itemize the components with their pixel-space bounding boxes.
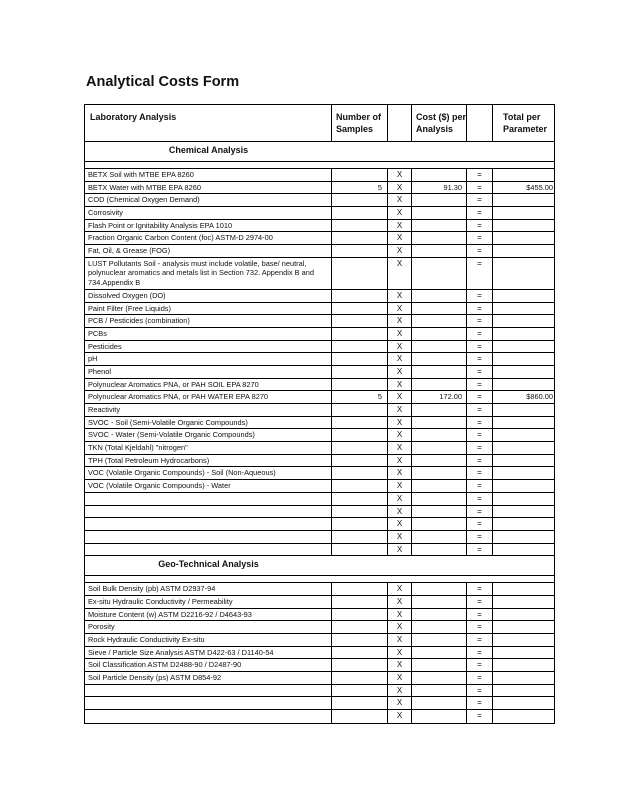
number-of-samples-field[interactable]: [332, 609, 388, 621]
cost-per-analysis-field[interactable]: [412, 710, 467, 723]
multiply-sign: X: [388, 182, 412, 194]
equals-sign: =: [467, 328, 493, 340]
analysis-name: Reactivity: [85, 404, 332, 416]
analytical-costs-table: [84, 104, 555, 724]
total-per-parameter-field[interactable]: [493, 417, 556, 429]
total-per-parameter-field[interactable]: [493, 710, 556, 723]
equals-sign: =: [467, 303, 493, 315]
cost-per-analysis-field[interactable]: [412, 379, 467, 391]
number-of-samples-field[interactable]: [332, 404, 388, 416]
analysis-name: TKN (Total Kjeldahl) "nitrogen": [85, 442, 332, 454]
cost-per-analysis-field[interactable]: [412, 609, 467, 621]
analysis-name: Ex-situ Hydraulic Conductivity / Permeability: [85, 596, 332, 608]
total-per-parameter-field[interactable]: [493, 609, 556, 621]
analysis-name: VOC (Volatile Organic Compounds) - Soil (Non-Aqueous): [85, 467, 332, 479]
equals-sign: =: [467, 391, 493, 403]
equals-sign: =: [467, 596, 493, 608]
table-row: [85, 303, 554, 316]
cost-per-analysis-field[interactable]: [412, 169, 467, 181]
equals-sign: =: [467, 258, 493, 289]
total-per-parameter-field[interactable]: [493, 467, 556, 479]
multiply-sign: X: [388, 169, 412, 181]
equals-sign: =: [467, 290, 493, 302]
multiply-sign: X: [388, 442, 412, 454]
header-total-per-parameter: Total per Parameter: [503, 112, 548, 134]
section-spacer-row: [85, 576, 554, 583]
analysis-name: PCB / Pesticides (combination): [85, 315, 332, 327]
table-row: [85, 353, 554, 366]
equals-sign: =: [467, 685, 493, 697]
total-per-parameter-field[interactable]: [493, 290, 556, 302]
multiply-sign: X: [388, 621, 412, 633]
number-of-samples-field[interactable]: [332, 467, 388, 479]
number-of-samples-field[interactable]: [332, 169, 388, 181]
analysis-name: Corrosivity: [85, 207, 332, 219]
cost-per-analysis-field[interactable]: [412, 531, 467, 543]
number-of-samples-field[interactable]: [332, 220, 388, 232]
multiply-sign: X: [388, 467, 412, 479]
table-row: [85, 621, 554, 634]
table-row: [85, 169, 554, 182]
analysis-name: [85, 710, 332, 723]
equals-sign: =: [467, 220, 493, 232]
number-of-samples-field[interactable]: [332, 194, 388, 206]
number-of-samples-field[interactable]: [332, 207, 388, 219]
table-row: [85, 506, 554, 519]
table-row: [85, 531, 554, 544]
total-per-parameter-field[interactable]: [493, 634, 556, 646]
number-of-samples-field[interactable]: [332, 290, 388, 302]
analysis-name: SVOC - Water (Semi-Volatile Organic Compounds): [85, 429, 332, 441]
equals-sign: =: [467, 518, 493, 530]
number-of-samples-field[interactable]: [332, 659, 388, 671]
number-of-samples-field[interactable]: [332, 455, 388, 467]
number-of-samples-field[interactable]: [332, 417, 388, 429]
cost-per-analysis-field[interactable]: [412, 207, 467, 219]
table-row: [85, 232, 554, 245]
page-title: Analytical Costs Form: [86, 74, 240, 90]
total-per-parameter-field[interactable]: [493, 697, 556, 709]
multiply-sign: X: [388, 634, 412, 646]
analysis-name: [85, 697, 332, 709]
header-blank-x: [388, 105, 412, 141]
multiply-sign: X: [388, 379, 412, 391]
cost-per-analysis-field[interactable]: [412, 659, 467, 671]
equals-sign: =: [467, 455, 493, 467]
multiply-sign: X: [388, 429, 412, 441]
total-per-parameter-field[interactable]: [493, 232, 556, 244]
table-row: [85, 315, 554, 328]
analysis-name: Dissolved Oxygen (DO): [85, 290, 332, 302]
cost-per-analysis-field[interactable]: [412, 232, 467, 244]
analysis-name: [85, 493, 332, 505]
multiply-sign: X: [388, 596, 412, 608]
table-row: [85, 672, 554, 685]
cost-per-analysis-field[interactable]: [412, 442, 467, 454]
analysis-name: [85, 518, 332, 530]
cost-per-analysis-field[interactable]: 172.00: [412, 391, 467, 403]
table-row: [85, 328, 554, 341]
number-of-samples-field[interactable]: [332, 232, 388, 244]
header-cost-per-analysis: Cost ($) per Analysis: [412, 105, 467, 141]
table-row: [85, 245, 554, 258]
section-spacer-row: [85, 162, 554, 169]
multiply-sign: X: [388, 366, 412, 378]
analysis-name: LUST Pollutants Soil - analysis must include volatile, base/ neutral, polynuclear aromatics and metals list in Section 732. Appendix B and 734.Appendix B: [85, 258, 332, 289]
cost-per-analysis-field[interactable]: [412, 506, 467, 518]
analysis-name: [85, 544, 332, 556]
number-of-samples-field[interactable]: [332, 544, 388, 556]
table-row: [85, 194, 554, 207]
equals-sign: =: [467, 429, 493, 441]
analysis-name: [85, 531, 332, 543]
total-per-parameter-field[interactable]: [493, 455, 556, 467]
multiply-sign: X: [388, 341, 412, 353]
table-row: [85, 544, 554, 557]
analysis-name: [85, 506, 332, 518]
cost-per-analysis-field[interactable]: [412, 697, 467, 709]
cost-per-analysis-field[interactable]: [412, 634, 467, 646]
analysis-name: Soil Bulk Density (pb) ASTM D2937-94: [85, 583, 332, 595]
analysis-name: Soil Particle Density (ps) ASTM D854-92: [85, 672, 332, 684]
total-per-parameter-field[interactable]: [493, 194, 556, 206]
number-of-samples-field[interactable]: [332, 429, 388, 441]
analysis-name: Porosity: [85, 621, 332, 633]
multiply-sign: X: [388, 328, 412, 340]
cost-per-analysis-field[interactable]: [412, 518, 467, 530]
table-row: [85, 341, 554, 354]
equals-sign: =: [467, 647, 493, 659]
total-per-parameter-field[interactable]: [493, 518, 556, 530]
section-title: Chemical Analysis: [168, 145, 249, 155]
total-per-parameter-field[interactable]: $455.00: [526, 182, 553, 192]
number-of-samples-field[interactable]: [332, 480, 388, 492]
table-row: [85, 442, 554, 455]
multiply-sign: X: [388, 245, 412, 257]
analysis-name: Fraction Organic Carbon Content (foc) ASTM-D 2974-00: [85, 232, 332, 244]
analysis-name: BETX Soil with MTBE EPA 8260: [85, 169, 332, 181]
table-row: [85, 391, 554, 404]
table-row: [85, 685, 554, 698]
table-row: [85, 417, 554, 430]
section-title: Geo-Technical Analysis: [158, 559, 259, 570]
analysis-name: [85, 685, 332, 697]
number-of-samples-field[interactable]: [332, 315, 388, 327]
table-row: [85, 182, 554, 195]
total-per-parameter-field[interactable]: [493, 506, 556, 518]
cost-per-analysis-field[interactable]: [412, 685, 467, 697]
equals-sign: =: [467, 232, 493, 244]
equals-sign: =: [467, 404, 493, 416]
number-of-samples-field[interactable]: [332, 258, 388, 289]
number-of-samples-field[interactable]: [332, 621, 388, 633]
multiply-sign: X: [388, 672, 412, 684]
number-of-samples-field[interactable]: [332, 442, 388, 454]
multiply-sign: X: [388, 697, 412, 709]
multiply-sign: X: [388, 258, 412, 289]
number-of-samples-field[interactable]: 5: [332, 391, 388, 403]
multiply-sign: X: [388, 493, 412, 505]
equals-sign: =: [467, 341, 493, 353]
table-row: [85, 480, 554, 493]
equals-sign: =: [467, 315, 493, 327]
equals-sign: =: [467, 194, 493, 206]
table-row: [85, 258, 554, 290]
analysis-name: Sieve / Particle Size Analysis ASTM D422-63 / D1140-54: [85, 647, 332, 659]
cost-per-analysis-field[interactable]: [412, 455, 467, 467]
equals-sign: =: [467, 531, 493, 543]
analysis-name: Paint Filter (Free Liquids): [85, 303, 332, 315]
equals-sign: =: [467, 659, 493, 671]
analysis-name: TPH (Total Petroleum Hydrocarbons): [85, 455, 332, 467]
cost-per-analysis-field[interactable]: [412, 366, 467, 378]
multiply-sign: X: [388, 609, 412, 621]
multiply-sign: X: [388, 659, 412, 671]
number-of-samples-field[interactable]: [332, 303, 388, 315]
cost-per-analysis-field[interactable]: [412, 194, 467, 206]
equals-sign: =: [467, 609, 493, 621]
cost-per-analysis-field[interactable]: [412, 429, 467, 441]
total-per-parameter-field[interactable]: [493, 379, 556, 391]
number-of-samples-field[interactable]: 5: [332, 182, 388, 194]
multiply-sign: X: [388, 417, 412, 429]
equals-sign: =: [467, 493, 493, 505]
multiply-sign: X: [388, 518, 412, 530]
number-of-samples-field[interactable]: [332, 328, 388, 340]
analysis-name: VOC (Volatile Organic Compounds) - Water: [85, 480, 332, 492]
section-header: [85, 142, 554, 162]
analysis-name: pH: [85, 353, 332, 365]
table-row: [85, 455, 554, 468]
total-per-parameter-field[interactable]: [493, 303, 556, 315]
analysis-name: SVOC - Soil (Semi-Volatile Organic Compounds): [85, 417, 332, 429]
equals-sign: =: [467, 379, 493, 391]
total-per-parameter-field[interactable]: [493, 220, 556, 232]
header-laboratory-analysis: Laboratory Analysis: [85, 105, 332, 141]
equals-sign: =: [467, 207, 493, 219]
multiply-sign: X: [388, 220, 412, 232]
analysis-name: Moisture Content (w) ASTM D2216-92 / D4643-93: [85, 609, 332, 621]
cost-per-analysis-field[interactable]: [412, 220, 467, 232]
table-body: [85, 142, 554, 723]
table-row: [85, 207, 554, 220]
multiply-sign: X: [388, 685, 412, 697]
equals-sign: =: [467, 634, 493, 646]
multiply-sign: X: [388, 506, 412, 518]
cost-per-analysis-field[interactable]: [412, 647, 467, 659]
equals-sign: =: [467, 182, 493, 194]
cost-per-analysis-field[interactable]: [412, 480, 467, 492]
total-per-parameter-field[interactable]: [493, 245, 556, 257]
cost-per-analysis-field[interactable]: [412, 621, 467, 633]
equals-sign: =: [467, 583, 493, 595]
number-of-samples-field[interactable]: [332, 710, 388, 723]
equals-sign: =: [467, 366, 493, 378]
analysis-name: Rock Hydraulic Conductivity Ex-situ: [85, 634, 332, 646]
cost-per-analysis-field[interactable]: [412, 596, 467, 608]
total-per-parameter-field[interactable]: [493, 672, 556, 684]
equals-sign: =: [467, 697, 493, 709]
total-per-parameter-field[interactable]: [493, 596, 556, 608]
multiply-sign: X: [388, 404, 412, 416]
table-row: [85, 366, 554, 379]
multiply-sign: X: [388, 353, 412, 365]
number-of-samples-field[interactable]: [332, 353, 388, 365]
total-per-parameter-field[interactable]: [493, 442, 556, 454]
cost-per-analysis-field[interactable]: [412, 315, 467, 327]
multiply-sign: X: [388, 531, 412, 543]
cost-per-analysis-field[interactable]: [412, 417, 467, 429]
number-of-samples-field[interactable]: [332, 493, 388, 505]
table-header-row: [85, 105, 554, 142]
multiply-sign: X: [388, 710, 412, 723]
multiply-sign: X: [388, 647, 412, 659]
cost-per-analysis-field[interactable]: [412, 328, 467, 340]
equals-sign: =: [467, 710, 493, 723]
cost-per-analysis-field[interactable]: [412, 467, 467, 479]
table-row: [85, 647, 554, 660]
number-of-samples-field[interactable]: [332, 596, 388, 608]
multiply-sign: X: [388, 232, 412, 244]
table-row: [85, 596, 554, 609]
total-per-parameter-field[interactable]: [493, 207, 556, 219]
table-row: [85, 467, 554, 480]
analysis-name: Polynuclear Aromatics PNA, or PAH WATER EPA 8270: [85, 391, 332, 403]
equals-sign: =: [467, 245, 493, 257]
total-per-parameter-field[interactable]: [493, 341, 556, 353]
total-per-parameter-field[interactable]: [493, 429, 556, 441]
cost-per-analysis-field[interactable]: [412, 303, 467, 315]
table-row: [85, 583, 554, 596]
analysis-name: COD (Chemical Oxygen Demand): [85, 194, 332, 206]
number-of-samples-field[interactable]: [332, 672, 388, 684]
total-per-parameter-field[interactable]: [493, 328, 556, 340]
table-row: [85, 609, 554, 622]
cost-per-analysis-field[interactable]: [412, 290, 467, 302]
table-row: [85, 518, 554, 531]
number-of-samples-field[interactable]: [332, 647, 388, 659]
number-of-samples-field[interactable]: [332, 366, 388, 378]
multiply-sign: X: [388, 207, 412, 219]
header-number-of-samples: Number of Samples: [332, 105, 388, 141]
table-row: [85, 429, 554, 442]
number-of-samples-field[interactable]: [332, 518, 388, 530]
table-row: [85, 710, 554, 723]
total-per-parameter-field[interactable]: [493, 685, 556, 697]
equals-sign: =: [467, 480, 493, 492]
analysis-name: BETX Water with MTBE EPA 8260: [85, 182, 332, 194]
equals-sign: =: [467, 506, 493, 518]
table-row: [85, 379, 554, 392]
total-per-parameter-field[interactable]: [493, 258, 556, 289]
table-row: [85, 634, 554, 647]
equals-sign: =: [467, 169, 493, 181]
total-per-parameter-field[interactable]: [493, 531, 556, 543]
number-of-samples-field[interactable]: [332, 685, 388, 697]
cost-per-analysis-field[interactable]: [412, 353, 467, 365]
total-per-parameter-field[interactable]: [493, 315, 556, 327]
cost-per-analysis-field[interactable]: [412, 583, 467, 595]
equals-sign: =: [467, 672, 493, 684]
section-header: [85, 556, 554, 576]
multiply-sign: X: [388, 315, 412, 327]
multiply-sign: X: [388, 544, 412, 556]
total-per-parameter-field[interactable]: $860.00: [526, 392, 553, 402]
equals-sign: =: [467, 621, 493, 633]
cost-per-analysis-field[interactable]: [412, 544, 467, 556]
total-per-parameter-field[interactable]: [493, 404, 556, 416]
cost-per-analysis-field[interactable]: [412, 493, 467, 505]
analysis-name: PCBs: [85, 328, 332, 340]
total-per-parameter-field[interactable]: [493, 169, 556, 181]
equals-sign: =: [467, 467, 493, 479]
table-row: [85, 220, 554, 233]
multiply-sign: X: [388, 391, 412, 403]
equals-sign: =: [467, 544, 493, 556]
analysis-name: Phenol: [85, 366, 332, 378]
equals-sign: =: [467, 417, 493, 429]
cost-per-analysis-field[interactable]: [412, 404, 467, 416]
total-per-parameter-field[interactable]: [493, 366, 556, 378]
cost-per-analysis-field[interactable]: [412, 341, 467, 353]
table-row: [85, 659, 554, 672]
total-per-parameter-field[interactable]: [493, 544, 556, 556]
multiply-sign: X: [388, 480, 412, 492]
analysis-name: Soil Classification ASTM D2488-90 / D2487-90: [85, 659, 332, 671]
analysis-name: Fat, Oil, & Grease (FOG): [85, 245, 332, 257]
table-row: [85, 697, 554, 710]
number-of-samples-field[interactable]: [332, 341, 388, 353]
number-of-samples-field[interactable]: [332, 245, 388, 257]
total-per-parameter-field[interactable]: [493, 647, 556, 659]
analysis-name: Flash Point or Ignitability Analysis EPA 1010: [85, 220, 332, 232]
cost-per-analysis-field[interactable]: [412, 258, 467, 289]
equals-sign: =: [467, 353, 493, 365]
number-of-samples-field[interactable]: [332, 697, 388, 709]
multiply-sign: X: [388, 290, 412, 302]
table-row: [85, 290, 554, 303]
multiply-sign: X: [388, 455, 412, 467]
total-per-parameter-field[interactable]: [493, 621, 556, 633]
number-of-samples-field[interactable]: [332, 634, 388, 646]
analysis-name: Pesticides: [85, 341, 332, 353]
total-per-parameter-field[interactable]: [493, 659, 556, 671]
total-per-parameter-field[interactable]: [493, 583, 556, 595]
total-per-parameter-field[interactable]: [493, 493, 556, 505]
cost-per-analysis-field[interactable]: [412, 245, 467, 257]
multiply-sign: X: [388, 583, 412, 595]
table-row: [85, 404, 554, 417]
number-of-samples-field[interactable]: [332, 506, 388, 518]
number-of-samples-field[interactable]: [332, 379, 388, 391]
header-blank-eq: [467, 105, 493, 141]
number-of-samples-field[interactable]: [332, 531, 388, 543]
multiply-sign: X: [388, 303, 412, 315]
number-of-samples-field[interactable]: [332, 583, 388, 595]
cost-per-analysis-field[interactable]: [412, 672, 467, 684]
analysis-name: Polynuclear Aromatics PNA, or PAH SOIL EPA 8270: [85, 379, 332, 391]
multiply-sign: X: [388, 194, 412, 206]
total-per-parameter-field[interactable]: [493, 480, 556, 492]
table-row: [85, 493, 554, 506]
cost-per-analysis-field[interactable]: 91.30: [412, 182, 467, 194]
equals-sign: =: [467, 442, 493, 454]
total-per-parameter-field[interactable]: [493, 353, 556, 365]
